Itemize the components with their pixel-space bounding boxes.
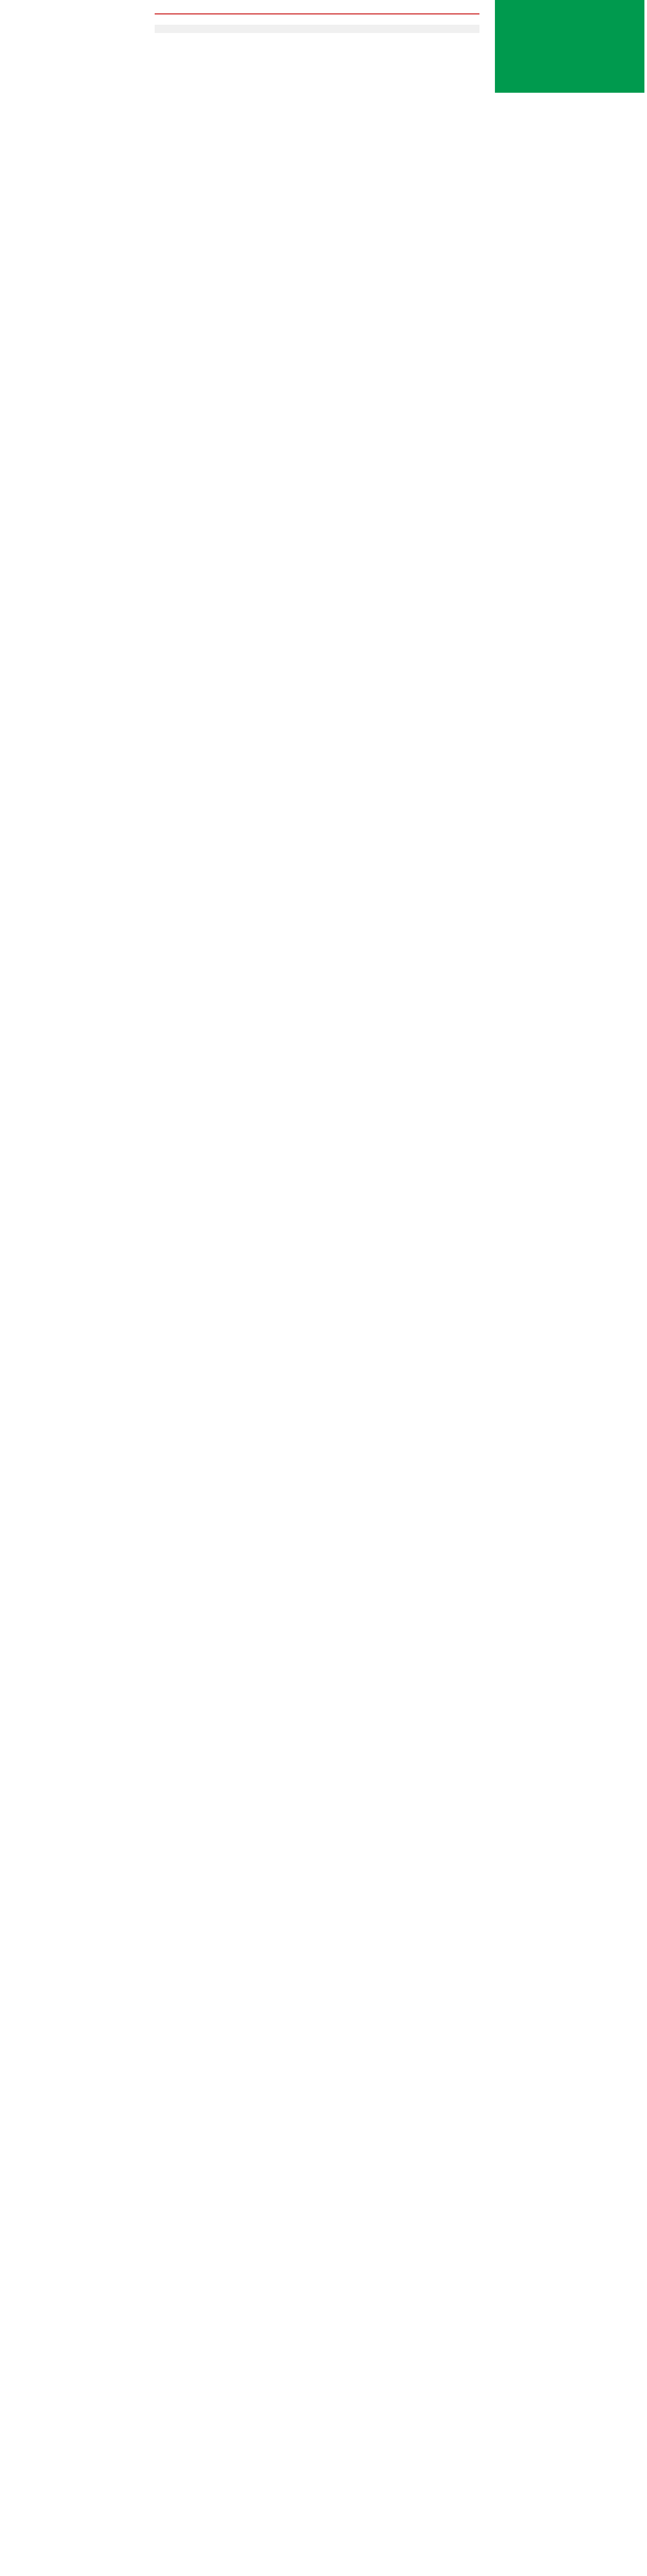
- ad-banner[interactable]: [495, 0, 644, 93]
- limit-notice: [155, 25, 479, 33]
- left-nav: [0, 0, 57, 3]
- right-sidebar: [495, 0, 644, 93]
- thread-main: [155, 0, 479, 33]
- thread-title: [155, 4, 479, 14]
